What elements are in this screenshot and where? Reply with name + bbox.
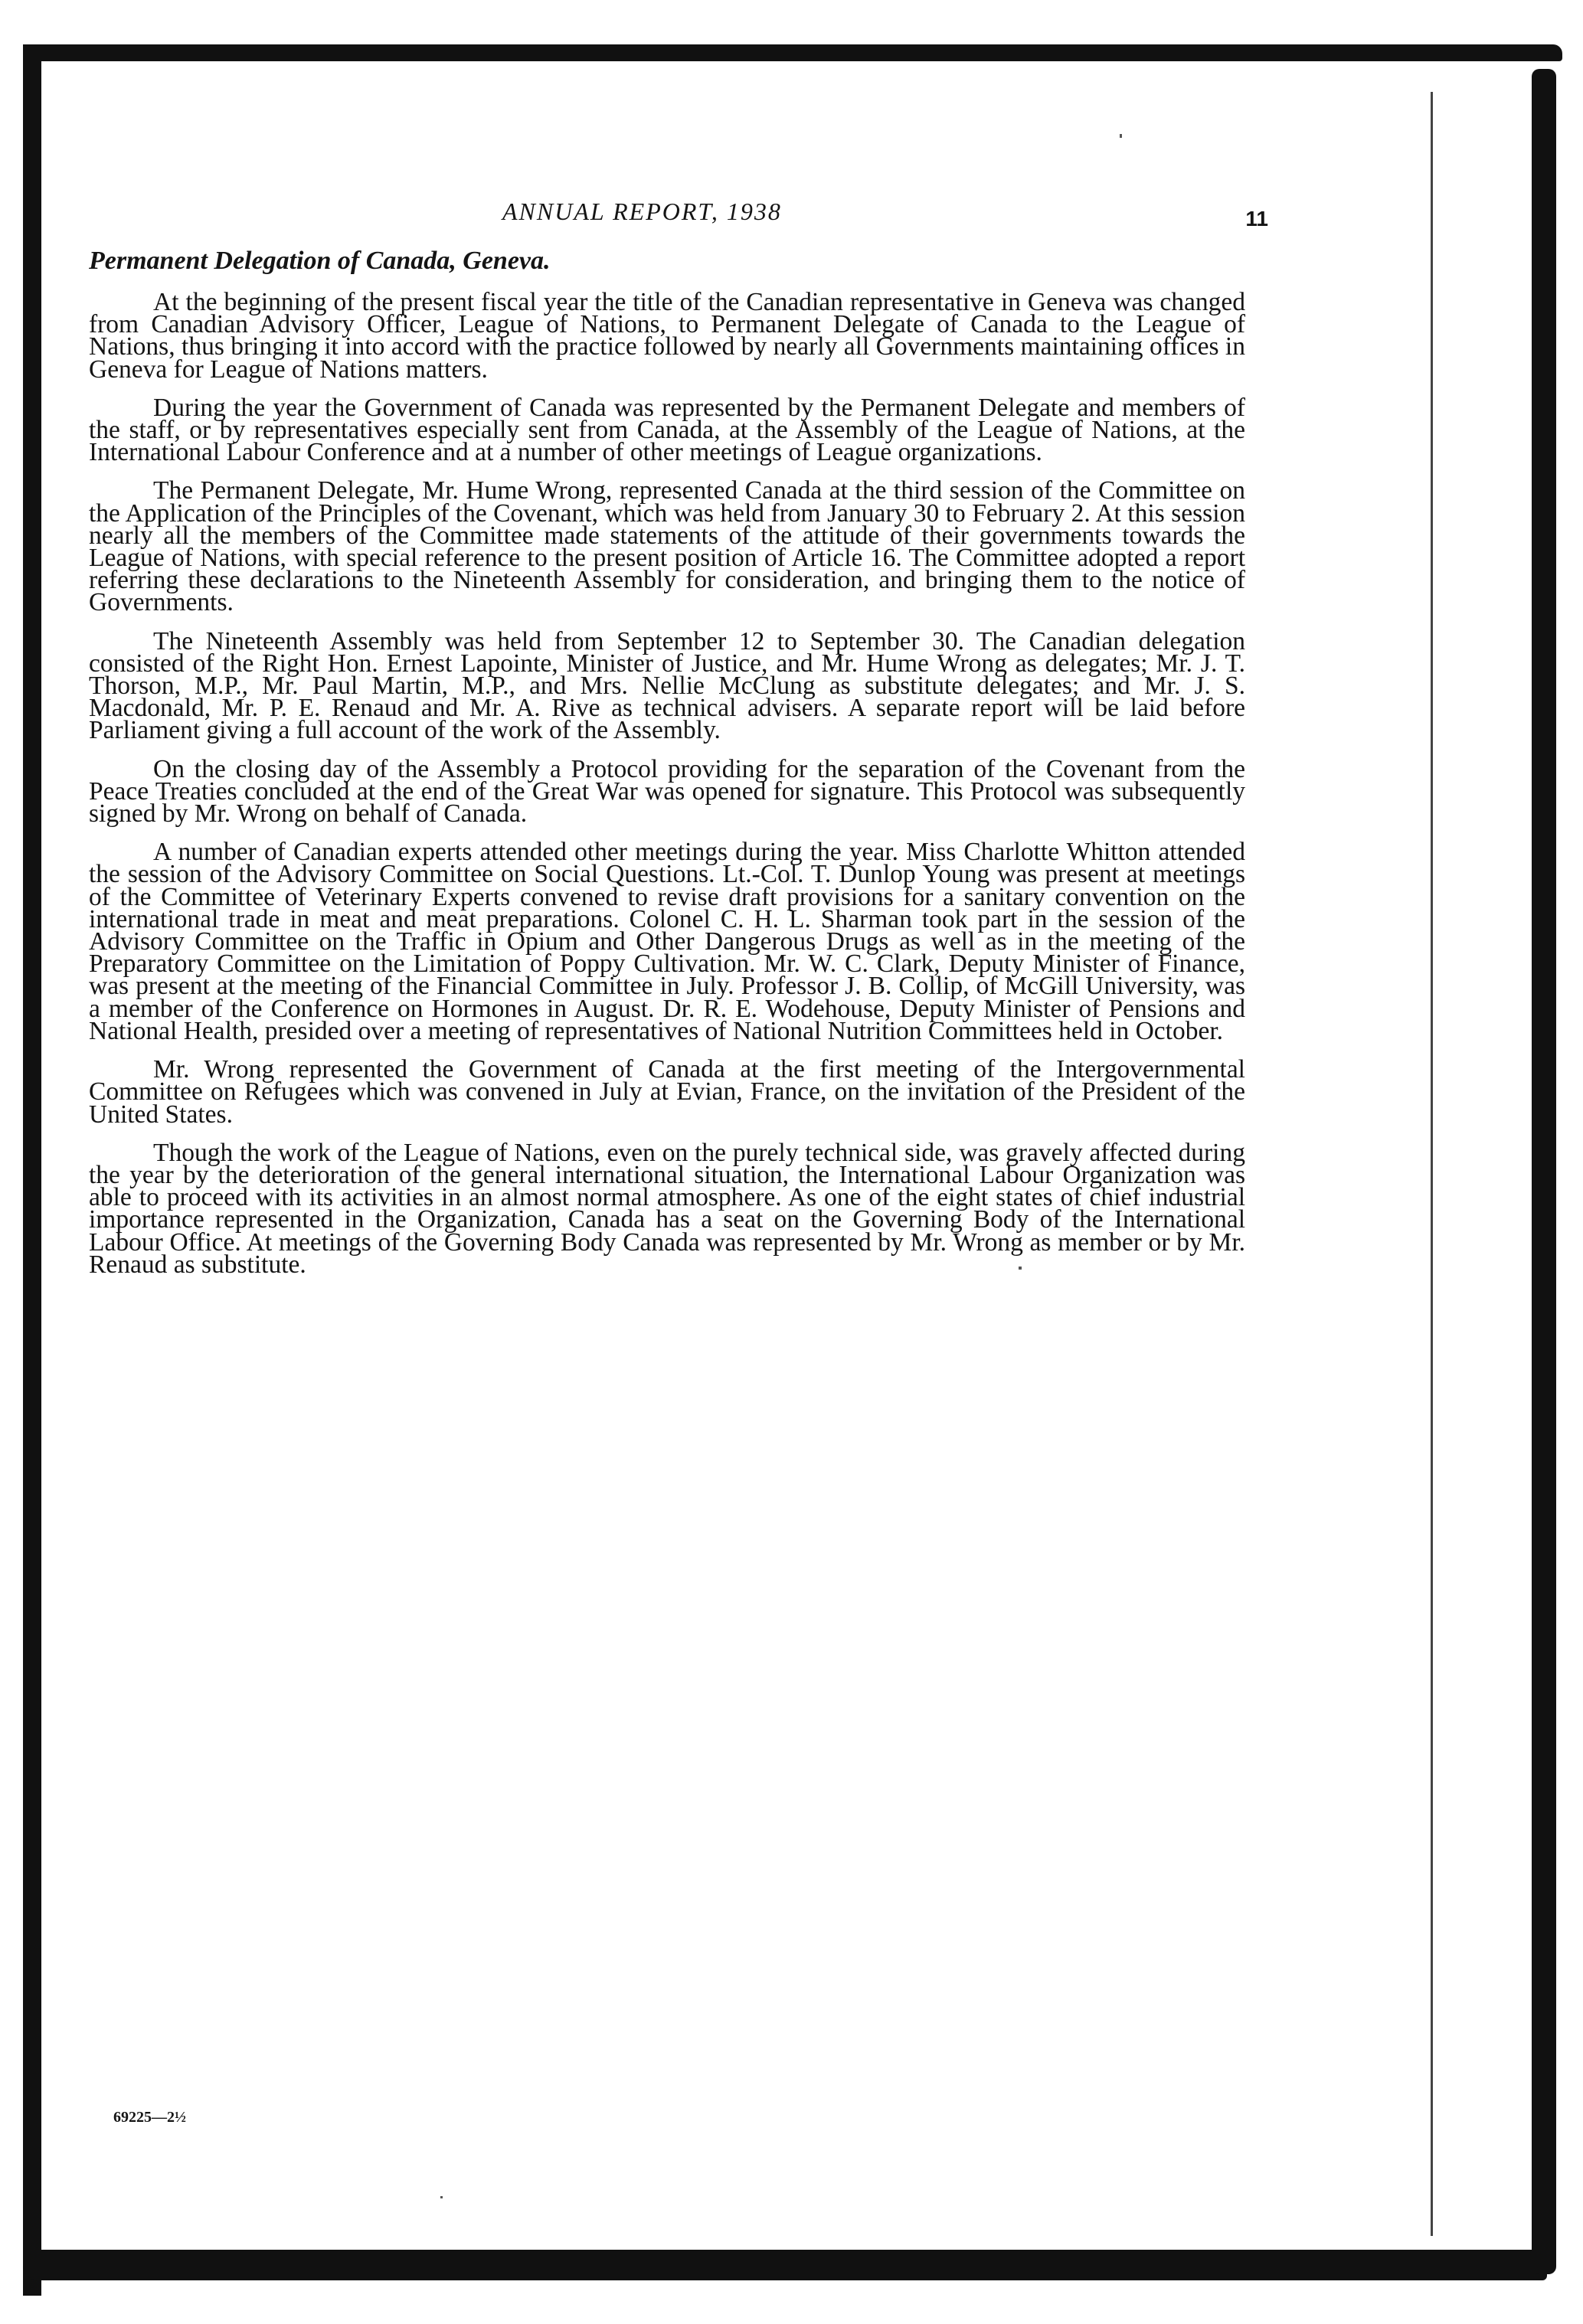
paragraph: Though the work of the League of Nations, even on the purely technical side, was gravely affected during the year by the deterioration of the general international situation, the International Labour Organization was able to proceed with its activities in an almost normal atmosphere. As one of the eight states of chief industrial importance represented in the Organization, Canada has a seat on the Governing Body of the International Labour Office. At meetings of the Governing Body Canada was represented by Mr. Wrong as member or by Mr. Renaud as substitute. (89, 1138, 1245, 1279)
paragraph: During the year the Government of Canada was represented by the Permanent Delegate and members of the staff, or by representatives especially sent from Canada, at the Assembly of the League of Nations, at the International Labour Conference and at a number of other meetings of League organizations. (89, 393, 1245, 467)
scan-border-bottom (23, 2250, 1547, 2280)
scan-speck (1120, 134, 1122, 138)
body-text (89, 288, 1245, 1292)
page-number: 11 (1245, 207, 1268, 230)
scan-border-top (23, 44, 1562, 61)
scan-border-left (23, 44, 41, 2296)
page-header (89, 198, 1268, 230)
paragraph: The Permanent Delegate, Mr. Hume Wrong, represented Canada at the third session of the Committee on the Application of the Principles of the Covenant, which was held from January 30 to February 2. At this session nearly all the members of the Committee made statements of the attitude of their governments towards the League of Nations, with special reference to the present position of Article 16. The Committee adopted a report referring these declarations to the Nineteenth Assembly for consideration, and bringing them to the notice of Governments. (89, 476, 1245, 617)
paragraph: At the beginning of the present fiscal year the title of the Canadian representative in Geneva was changed from Canadian Advisory Officer, League of Nations, to Permanent Delegate of Canada to the League of Nations, thus bringing it into accord with the practice followed by nearly all Governments maintaining offices in Geneva for League of Nations matters. (89, 288, 1245, 384)
section-title: Permanent Delegation of Canada, Geneva. (89, 247, 551, 275)
running-head: ANNUAL REPORT, 1938 (502, 198, 782, 225)
scan-speck (440, 2196, 443, 2198)
paragraph: A number of Canadian experts attended other meetings during the year. Miss Charlotte Whitton attended the session of the Advisory Committee on Social Questions. Lt.-Col. T. Dunlop Young was present at meetings of the Committee of Veterinary Experts convened to revise draft provisions for a sanitary convention on the international trade in meat and meat preparations. Colonel C. H. L. Sharman took part in the session of the Advisory Committee on the Traffic in Opium and Other Dangerous Drugs as well as in the meeting of the Preparatory Committee on the Limitation of Poppy Cultivation. Mr. W. C. Clark, Deputy Minister of Finance, was present at the meeting of the Financial Committee in July. Professor J. B. Collip, of McGill University, was a member of the Conference on Hormones in August. Dr. R. E. Wodehouse, Deputy Minister of Pensions and National Health, presided over a meeting of representatives of National Nutrition Committees held in October. (89, 838, 1245, 1045)
scan-border-right (1532, 69, 1556, 2274)
paragraph: The Nineteenth Assembly was held from September 12 to September 30. The Canadian delegation consisted of the Right Hon. Ernest Lapointe, Minister of Justice, and Mr. Hume Wrong as delegates; Mr. J. T. Thorson, M.P., Mr. Paul Martin, M.P., and Mrs. Nellie McClung as substitute delegates; and Mr. J. S. Macdonald, Mr. P. E. Renaud and Mr. A. Rive as technical advisers. A separate report will be laid before Parliament giving a full account of the work of the Assembly. (89, 626, 1245, 745)
scan-border-right-thin (1431, 92, 1433, 2236)
paragraph: Mr. Wrong represented the Government of Canada at the first meeting of the Intergovernmental Committee on Refugees which was convened in July at Evian, France, on the invitation of the President of the United States. (89, 1055, 1245, 1129)
paragraph: On the closing day of the Assembly a Protocol providing for the separation of the Covenant from the Peace Treaties concluded at the end of the Great War was opened for signature. This Protocol was subsequently signed by Mr. Wrong on behalf of Canada. (89, 754, 1245, 829)
printer-signature: 69225—2½ (113, 2109, 186, 2126)
